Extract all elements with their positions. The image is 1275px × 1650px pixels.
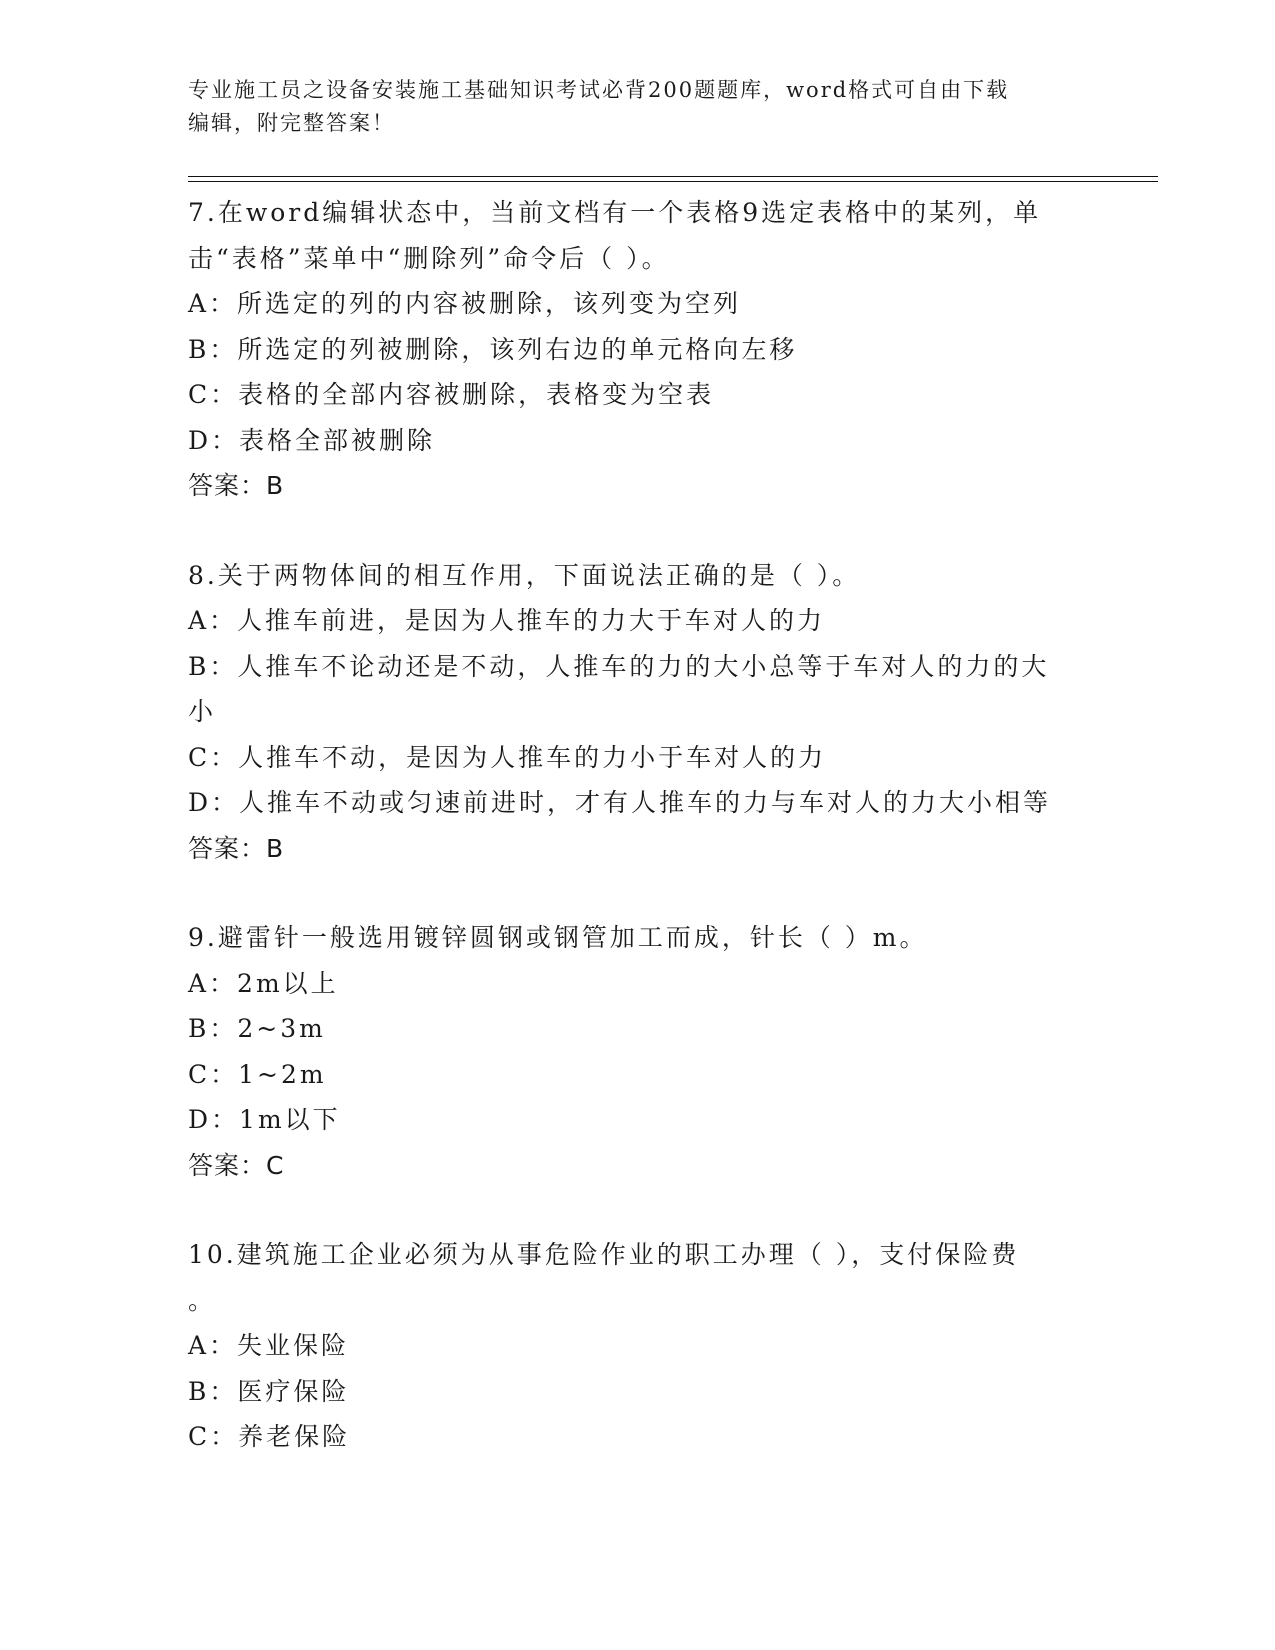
option-c: C：养老保险	[188, 1422, 351, 1451]
question-stem-line: 。	[188, 1285, 217, 1315]
option-c: C：1~2m	[188, 1059, 327, 1089]
option-a: A：人推车前进，是因为人推车的力大于车对人的力	[188, 606, 826, 635]
question-block	[188, 1232, 1088, 1460]
question-block	[188, 553, 1088, 872]
document-header	[188, 74, 1068, 140]
question-stem-line: 9.避雷针一般选用镀锌圆钢或钢管加工而成，针长（ ）m。	[188, 923, 928, 952]
question-list	[188, 190, 1088, 1460]
option-b: B：人推车不论动还是不动，人推车的力的大小总等于车对人的力的大	[188, 651, 1050, 681]
question-block	[188, 915, 1088, 1188]
answer-label: 答案：B	[188, 833, 285, 863]
option-d: D：人推车不动或匀速前进时，才有人推车的力与车对人的力大小相等	[188, 788, 1052, 817]
header-line-1: 专业施工员之设备安装施工基础知识考试必背200题题库，word格式可自由下载	[188, 78, 1010, 102]
option-a: A：2m以上	[188, 968, 339, 998]
option-b: B：所选定的列被删除，该列右边的单元格向左移	[188, 334, 798, 364]
answer-label: 答案：B	[188, 471, 285, 500]
option-b-continued: 小	[188, 697, 217, 726]
question-stem-line: 10.建筑施工企业必须为从事危险作业的职工办理（ ），支付保险费	[188, 1240, 1020, 1269]
header-divider-bottom	[188, 181, 1158, 182]
question-stem-line: 击“表格”菜单中“删除列”命令后（ ）。	[188, 243, 670, 273]
question-stem-line: 8.关于两物体间的相互作用，下面说法正确的是（ ）。	[188, 560, 861, 590]
answer-label: 答案：C	[188, 1150, 285, 1180]
option-b: B：2~3m	[188, 1014, 326, 1043]
question-gap	[188, 509, 1088, 553]
option-c: C：表格的全部内容被删除，表格变为空表	[188, 380, 715, 409]
option-a: A：所选定的列的内容被删除，该列变为空列	[188, 289, 742, 318]
question-gap	[188, 1188, 1088, 1232]
question-gap	[188, 871, 1088, 915]
option-d: D：1m以下	[188, 1105, 341, 1134]
option-c: C：人推车不动，是因为人推车的力小于车对人的力	[188, 742, 827, 772]
header-line-2: 编辑，附完整答案！	[188, 111, 395, 135]
option-d: D：表格全部被删除	[188, 425, 436, 455]
option-b: B：医疗保险	[188, 1376, 350, 1406]
header-divider-top	[188, 176, 1158, 177]
question-stem-line: 7.在word编辑状态中，当前文档有一个表格9选定表格中的某列，单	[188, 198, 1042, 227]
question-block	[188, 190, 1088, 509]
option-a: A：失业保险	[188, 1331, 350, 1360]
